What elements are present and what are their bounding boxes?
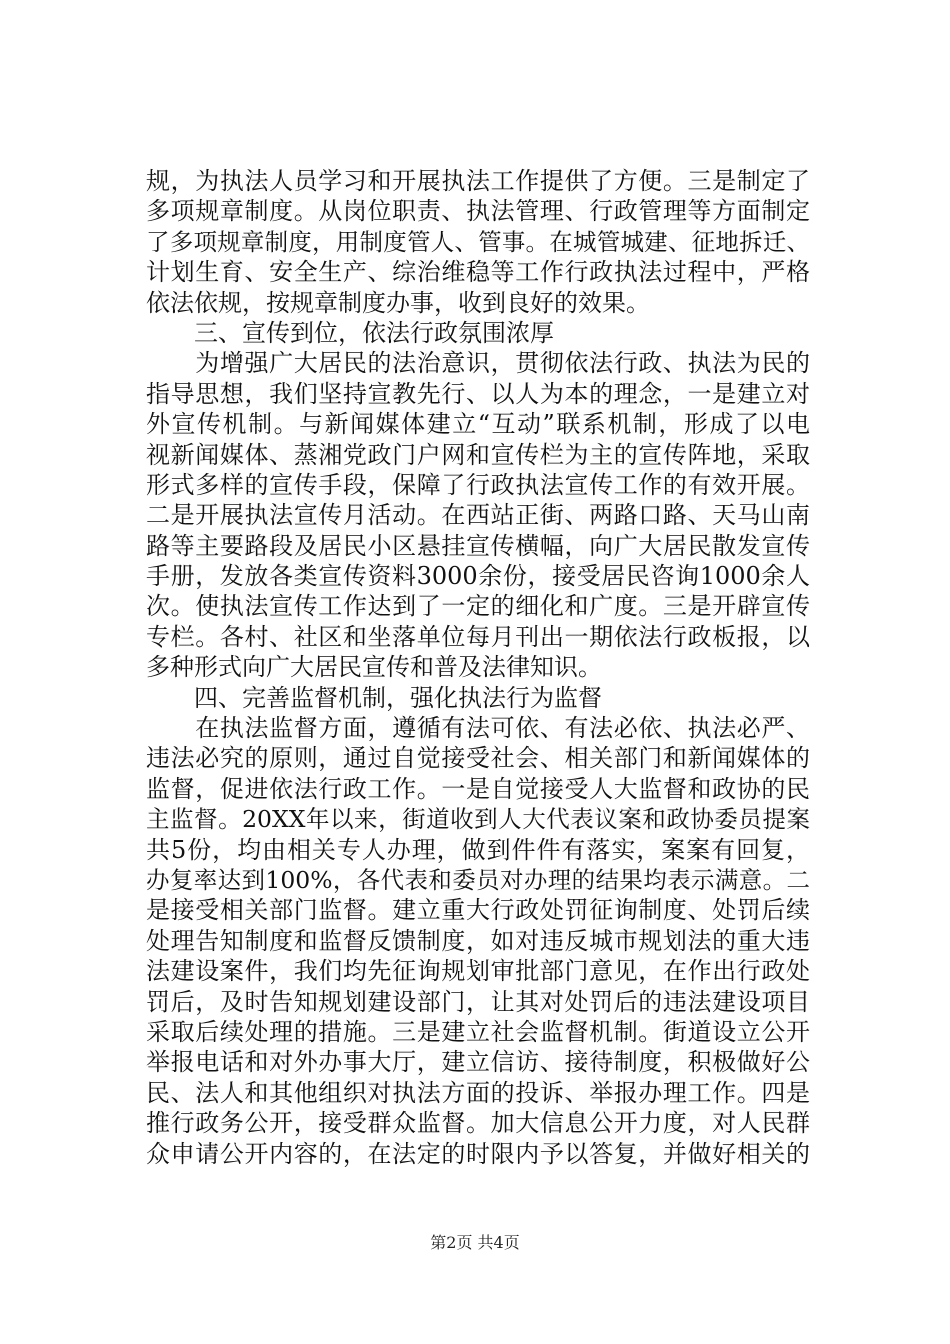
- text-line: 监督，促进依法行政工作。一是自觉接受人大监督和政协的民: [146, 774, 810, 803]
- text-line: 形式多样的宣传手段，保障了行政执法宣传工作的有效开展。: [146, 470, 810, 499]
- text-line: 推行政务公开，接受群众监督。加大信息公开力度，对人民群: [146, 1109, 810, 1138]
- text-line: 计划生育、安全生产、综治维稳等工作行政执法过程中，严格: [146, 258, 810, 287]
- text-line: 违法必究的原则，通过自觉接受社会、相关部门和新闻媒体的: [146, 744, 810, 773]
- text-line: 视新闻媒体、蒸湘党政门户网和宣传栏为主的宣传阵地，采取: [146, 440, 810, 469]
- text-line: 多种形式向广大居民宣传和普及法律知识。: [146, 653, 602, 682]
- section-heading: 三、宣传到位，依法行政氛围浓厚: [146, 318, 554, 347]
- text-line: 依法依规，按规章制度办事，收到良好的效果。: [146, 288, 650, 317]
- text-line: 共5份，均由相关专人办理，做到件件有落实，案案有回复，: [146, 835, 810, 864]
- text-line: 专栏。各村、社区和坐落单位每月刊出一期依法行政板报，以: [146, 622, 810, 651]
- text-line: 主监督。20XX年以来，街道收到人大代表议案和政协委员提案: [146, 805, 810, 834]
- page-footer: 第2页 共4页: [430, 1233, 520, 1252]
- text-line: 采取后续处理的措施。三是建立社会监督机制。街道设立公开: [146, 1017, 810, 1046]
- text-line: 了多项规章制度，用制度管人、管事。在城管城建、征地拆迁、: [146, 227, 810, 256]
- document-body: [146, 166, 810, 1169]
- text-line: 处理告知制度和监督反馈制度，如对违反城市规划法的重大违: [146, 926, 810, 955]
- text-line: 多项规章制度。从岗位职责、执法管理、行政管理等方面制定: [146, 197, 810, 226]
- text-line: 是接受相关部门监督。建立重大行政处罚征询制度、处罚后续: [146, 896, 810, 925]
- text-line: 罚后，及时告知规划建设部门，让其对处罚后的违法建设项目: [146, 987, 810, 1016]
- text-line: 办复率达到100%，各代表和委员对办理的结果均表示满意。二: [146, 865, 810, 894]
- section-heading: 四、完善监督机制，强化执法行为监督: [146, 683, 602, 712]
- text-line: 指导思想，我们坚持宣教先行、以人为本的理念，一是建立对: [146, 379, 810, 408]
- text-line: 法建设案件，我们均先征询规划审批部门意见，在作出行政处: [146, 957, 810, 986]
- text-line: 手册，发放各类宣传资料3000余份，接受居民咨询1000余人: [146, 562, 810, 591]
- text-line: 外宣传机制。与新闻媒体建立“互动”联系机制，形成了以电: [146, 410, 810, 439]
- text-line: 众申请公开内容的，在法定的时限内予以答复，并做好相关的: [146, 1139, 810, 1168]
- text-line: 二是开展执法宣传月活动。在西站正街、两路口路、天马山南: [146, 501, 810, 530]
- text-line: 次。使执法宣传工作达到了一定的细化和广度。三是开辟宣传: [146, 592, 810, 621]
- text-line: 路等主要路段及居民小区悬挂宣传横幅，向广大居民散发宣传: [146, 531, 810, 560]
- text-line: 规，为执法人员学习和开展执法工作提供了方便。三是制定了: [146, 167, 810, 195]
- text-line: 为增强广大居民的法治意识，贯彻依法行政、执法为民的: [146, 349, 810, 378]
- text-line: 举报电话和对外办事大厅，建立信访、接待制度，积极做好公: [146, 1048, 810, 1077]
- text-line: 在执法监督方面，遵循有法可依、有法必依、执法必严、: [146, 714, 810, 743]
- text-line: 民、法人和其他组织对执法方面的投诉、举报办理工作。四是: [146, 1078, 810, 1107]
